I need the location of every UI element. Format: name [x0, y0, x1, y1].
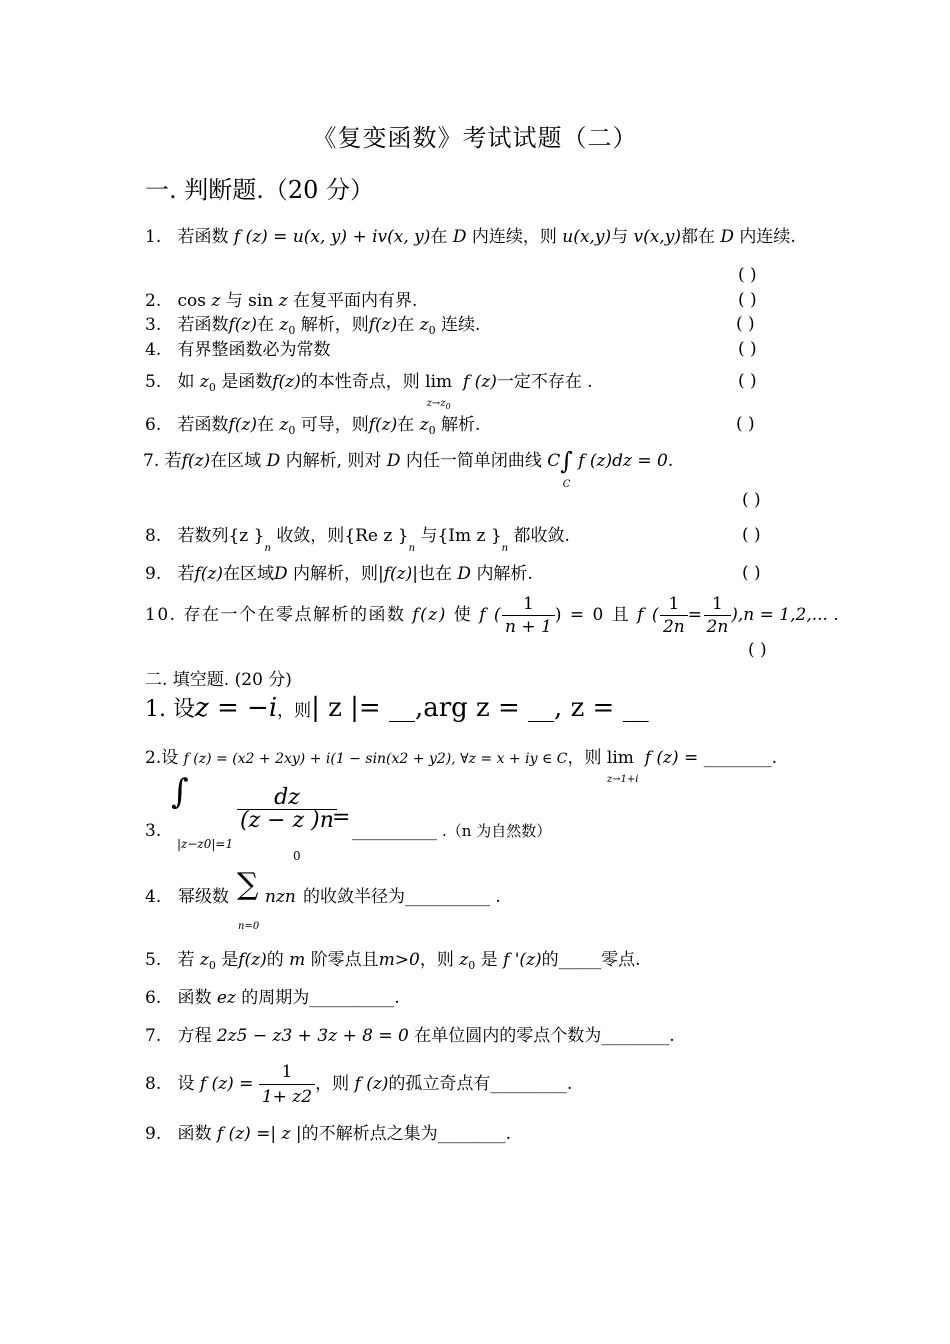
- q-number: 9.: [145, 1124, 162, 1144]
- answer-blank[interactable]: __________: [352, 821, 437, 841]
- q-text: 使: [453, 605, 473, 625]
- math-var: f(z): [194, 564, 223, 584]
- q-text: 若: [177, 564, 195, 584]
- q-text: 若函数: [177, 227, 229, 247]
- math-var: D: [720, 227, 734, 247]
- q-text: 在: [256, 415, 274, 435]
- answer-bracket[interactable]: ( ): [738, 339, 757, 359]
- fill-8: [145, 1060, 572, 1109]
- math-expr: m>0: [378, 950, 420, 970]
- q-text: 在: [256, 315, 274, 335]
- q-text: 在区域: [222, 564, 274, 584]
- q-number: 8.: [145, 526, 162, 546]
- q-text: 存在一个在零点解析的函数: [183, 605, 406, 625]
- q-text: 有界整函数必为常数: [177, 340, 331, 360]
- fill-2: [145, 747, 778, 785]
- q-number: 2.设: [145, 748, 179, 768]
- sigma-sign: ∑: [237, 867, 259, 902]
- q-text: 的_____零点.: [541, 950, 641, 970]
- frac-den: (z − z )n: [240, 808, 334, 833]
- q-text: 是: [480, 950, 498, 970]
- frac-den: 2n: [662, 617, 685, 637]
- question-2: [145, 290, 417, 312]
- math-var: f(z): [412, 605, 447, 625]
- q-number: 5.: [145, 950, 162, 970]
- math-var: z: [419, 315, 429, 335]
- q-text: ，则: [315, 1074, 350, 1094]
- math-expr: | z |= __,arg z = __, z = __: [311, 693, 649, 723]
- q-text: 且: [611, 605, 631, 625]
- math-var: {z }: [228, 526, 265, 546]
- q-text: 若: [164, 451, 182, 471]
- math-var: f(z): [368, 415, 398, 435]
- question-6: 6. 若函数f(z)在 $z_0$ 可导，则f(z)在 $z_0$ 解析.: [145, 415, 481, 437]
- q-text: 与 sin: [225, 291, 274, 311]
- q-number: 1.: [145, 697, 166, 722]
- q-text: 是: [221, 950, 239, 970]
- fraction: [502, 593, 555, 638]
- frac-num: 1: [502, 593, 555, 616]
- lim-label: lim: [425, 372, 453, 392]
- math-var: C: [547, 451, 561, 471]
- q-text: 函数: [177, 1124, 212, 1144]
- math-var: D: [386, 451, 401, 471]
- math-expr: {Im z }: [437, 526, 502, 546]
- math-var: z: [278, 291, 288, 311]
- q-text: 若: [177, 950, 195, 970]
- q-number: 3.: [145, 821, 162, 841]
- math-expr: f (: [479, 605, 503, 625]
- math-var: z: [211, 291, 221, 311]
- q-text: 解析，则: [300, 315, 369, 335]
- q-text: 若函数: [177, 415, 229, 435]
- math-expr: f (z)dz = 0: [578, 451, 668, 471]
- math-expr: f (z) =: [199, 1074, 254, 1094]
- fraction: [660, 593, 688, 638]
- limit-operator: [606, 747, 639, 785]
- q-text: 内连续.: [739, 227, 796, 247]
- q-text: 阶零点且: [310, 950, 379, 970]
- limit-operator: lim $z\to z_0$: [425, 372, 453, 411]
- q-text: 都在: [680, 227, 715, 247]
- fill-9: [145, 1123, 511, 1145]
- math-var: D: [266, 451, 281, 471]
- q-text: 方程: [177, 1026, 212, 1046]
- q-text: 在单位圆内的零点个数为________.: [414, 1026, 675, 1046]
- question-1: [145, 226, 796, 248]
- fraction: [704, 593, 732, 638]
- q-text: 若函数: [177, 315, 229, 335]
- math-expr: |f(z)|: [378, 564, 418, 584]
- q-number: 8.: [145, 1074, 162, 1094]
- q-number: 4.: [145, 340, 162, 360]
- q-text: 在: [430, 227, 448, 247]
- q-text: 的本性奇点，则: [300, 372, 420, 392]
- frac-den: n + 1: [505, 617, 552, 637]
- answer-bracket[interactable]: ( ): [742, 563, 761, 583]
- q-text: ，则: [419, 950, 454, 970]
- q-text: .（n 为自然数）: [442, 822, 552, 840]
- q-text: 如: [177, 372, 195, 392]
- math-var: f(z): [228, 315, 257, 335]
- math-expr: ) = 0: [554, 605, 605, 625]
- q-text: 的周期为__________.: [241, 988, 400, 1008]
- q-text: 内解析.: [476, 564, 533, 584]
- math-expr: {Re z }: [344, 526, 409, 546]
- q-number: 6.: [145, 988, 162, 1008]
- math-expr: nzn: [265, 887, 296, 907]
- frac-den: 1+ z2: [261, 1087, 313, 1107]
- math-var: f(z): [238, 950, 267, 970]
- math-expr: ),n = 1,2,... .: [731, 605, 839, 625]
- q-text: cos: [177, 291, 206, 311]
- math-expr: =: [332, 805, 351, 830]
- contour-integral: ∫ C: [560, 450, 573, 475]
- q-text: 解析.: [441, 415, 481, 435]
- answer-bracket[interactable]: ( ): [736, 314, 755, 334]
- page-title: 《复变函数》考试试题（二）: [312, 124, 638, 152]
- q-number: 4.: [145, 887, 162, 907]
- frac-num: dz: [237, 787, 337, 810]
- q-text: 内连续，则: [471, 227, 557, 247]
- math-var: u(x,y): [562, 227, 612, 247]
- q-number: 5.: [145, 372, 162, 392]
- math-expr: f '(z): [503, 950, 542, 970]
- math-expr: f (z) = (x2 + 2xy) + i(1 − sin(x2 + y2), ∀z = x + iy ∈ C: [183, 751, 568, 767]
- q-text: 的收敛半径为__________ .: [303, 887, 501, 907]
- answer-bracket[interactable]: ( ): [738, 265, 757, 285]
- q-text: 在: [397, 315, 415, 335]
- integral-bound: C: [562, 479, 571, 490]
- q-text: 都收敛.: [513, 526, 570, 546]
- question-8: [145, 525, 570, 560]
- answer-bracket[interactable]: ( ): [736, 414, 755, 434]
- math-expr: f (z): [462, 372, 497, 392]
- math-var: m: [289, 950, 306, 970]
- integral-sign: ∫: [171, 772, 189, 812]
- section-heading-fill-blank: 二. 填空题. (20 分): [145, 670, 292, 690]
- question-10: 10. 存在一个在零点解析的函数 f(z) 使 f ( $\frac{1}{n + 1}$ ) = 0 且 f ( $\frac{1}{2n}$ = $\frac{1}{2n}$ ),n = 1,2,... .: [145, 594, 839, 637]
- q-text: 设: [177, 1074, 195, 1094]
- lim-sub: z→z: [426, 398, 446, 409]
- math-var: f(z): [368, 315, 398, 335]
- integral-bound: |z−z0|=1: [177, 837, 234, 851]
- fill-7: [145, 1025, 675, 1047]
- q-text: 设: [173, 697, 196, 722]
- math-var: v(x,y): [633, 227, 681, 247]
- math-expr: f (z) = u(x, y) + iv(x, y): [233, 227, 431, 247]
- math-expr: f (z): [354, 1074, 389, 1094]
- math-var: f(z): [228, 415, 257, 435]
- math-expr: f (z) =| z |: [216, 1124, 302, 1144]
- math-expr: z = −i: [195, 693, 278, 723]
- math-sub: n: [264, 543, 271, 554]
- math-sub: 0: [293, 849, 301, 863]
- q-text: 收敛，则: [276, 526, 345, 546]
- math-expr: f (z) = ________.: [644, 748, 778, 768]
- q-text: 内任一简单闭曲线: [405, 451, 542, 471]
- fill-6: [145, 987, 400, 1009]
- fill-1: [145, 693, 649, 726]
- math-sub: n: [501, 543, 509, 554]
- answer-bracket[interactable]: ( ): [748, 640, 767, 660]
- math-var: f(z): [181, 451, 211, 471]
- q-text: 函数: [177, 988, 212, 1008]
- q-text: 也在: [417, 564, 452, 584]
- q-text: 与: [420, 526, 438, 546]
- math-expr: ez: [216, 988, 236, 1008]
- q-text: 在区域: [210, 451, 262, 471]
- math-var: D: [452, 227, 467, 247]
- q-number: 7.: [143, 451, 160, 471]
- q-text: 幂级数: [178, 887, 229, 907]
- frac-num: 1: [660, 593, 688, 616]
- math-expr: f (: [637, 605, 660, 625]
- sum-bound: n=0: [238, 921, 260, 932]
- q-text: 在: [397, 415, 415, 435]
- frac-den: 2n: [706, 617, 729, 637]
- answer-bracket[interactable]: ( ): [738, 290, 757, 310]
- math-var: f(z): [272, 372, 301, 392]
- fill-5: 5. 若 $z_0$ 是f(z)的 m 阶零点且m>0，则 $z_0$ 是 f '(z)的_____零点.: [145, 950, 641, 972]
- section-heading-true-false: 一. 判断题.（20 分）: [145, 176, 375, 204]
- q-text: 的不解析点之集为________.: [301, 1124, 512, 1144]
- q-text: 在复平面内有界.: [293, 291, 418, 311]
- lim-sub: z→1+i: [606, 774, 639, 785]
- math-var: D: [457, 564, 472, 584]
- q-text: 是函数: [221, 372, 273, 392]
- math-sub: n: [408, 543, 416, 554]
- fraction: [237, 787, 337, 832]
- q-text: 若数列: [177, 526, 229, 546]
- answer-bracket[interactable]: ( ): [738, 371, 757, 391]
- math-var: z: [279, 315, 289, 335]
- q-number: 6.: [145, 415, 162, 435]
- q-number: 7.: [145, 1026, 162, 1046]
- question-5: 5. 如 $z_0$ 是函数f(z)的本性奇点，则 lim $z\to z_0$ f (z)一定不存在 .: [145, 372, 593, 411]
- answer-bracket[interactable]: ( ): [742, 525, 761, 545]
- q-text: 可导，则: [300, 415, 369, 435]
- question-7: [143, 447, 674, 490]
- q-text: 连续.: [441, 315, 481, 335]
- question-3: 3. 若函数f(z)在 $z_0$ 解析，则f(z)在 $z_0$ 连续.: [145, 315, 481, 337]
- frac-num: 1: [704, 593, 732, 616]
- q-text: 的孤立奇点有_________.: [388, 1074, 573, 1094]
- q-text: ，则: [277, 701, 312, 721]
- q-text: 内解析，则: [293, 564, 379, 584]
- q-number: 10.: [145, 605, 177, 625]
- q-number: 1.: [145, 227, 162, 247]
- lim-label: lim: [606, 748, 634, 768]
- q-number: 9.: [145, 564, 162, 584]
- math-expr: 2z5 − z3 + 3z + 8 = 0: [216, 1026, 409, 1046]
- answer-bracket[interactable]: ( ): [742, 490, 761, 510]
- math-var: D: [273, 564, 288, 584]
- frac-num: 1: [259, 1060, 315, 1085]
- fraction: [259, 1060, 315, 1109]
- q-number: 3.: [145, 315, 162, 335]
- q-text: 内解析, 则对: [285, 451, 382, 471]
- question-4: [145, 339, 330, 361]
- q-text: ，则: [567, 748, 602, 768]
- q-text: 的: [266, 950, 284, 970]
- question-9: [145, 563, 533, 585]
- q-number: 2.: [145, 291, 162, 311]
- q-text: 一定不存在 .: [496, 372, 593, 392]
- q-text: 与: [611, 227, 629, 247]
- q-text: .: [667, 451, 674, 471]
